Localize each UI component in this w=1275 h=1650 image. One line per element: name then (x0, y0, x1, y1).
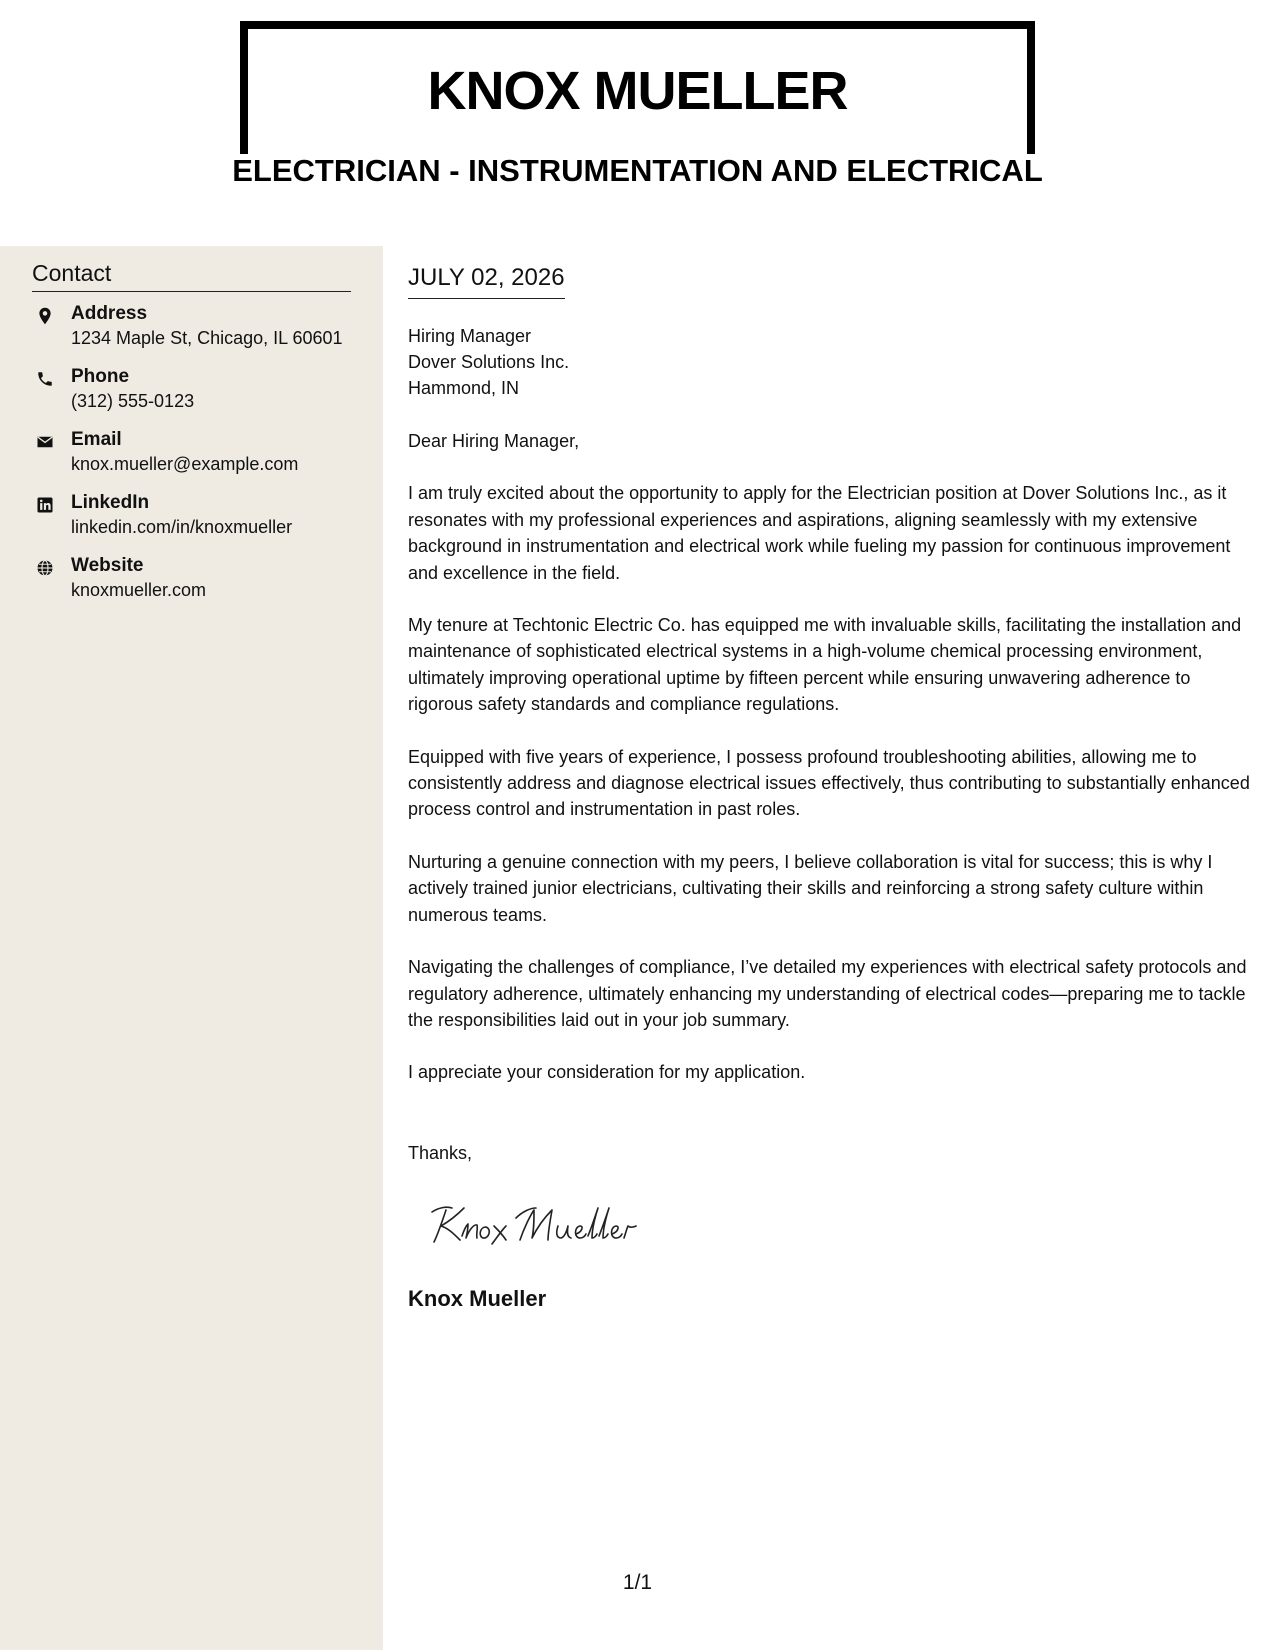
salutation: Dear Hiring Manager, (408, 431, 580, 451)
contact-label: Address (71, 303, 148, 324)
contact-label: Website (71, 555, 144, 576)
address-value: 1234 Maple St, Chicago, IL 60601 (71, 328, 343, 348)
recipient-line: Hiring Manager (408, 326, 532, 346)
letter-paragraph: Nurturing a genuine connection with my peers, I believe collaboration is vital for success; this is why I actively trained junior electricians, cultivating their skills and reinforcing a strong safety culture within numerous teams. (408, 851, 1213, 925)
closing: Thanks, (408, 1143, 473, 1163)
recipient-block (408, 323, 569, 401)
website-value[interactable]: knoxmueller.com (71, 580, 207, 600)
letter-paragraph: Navigating the challenges of compliance, I’ve detailed my experiences with electrical safety protocols and regulatory adherence, ultimately enhancing my understanding of electrical codes—preparing me to tackle the responsibilities laid out in your job summary. (408, 957, 1247, 1030)
contact-label: LinkedIn (71, 492, 150, 513)
recipient-line: Dover Solutions Inc. (408, 352, 570, 372)
linkedin-icon (36, 496, 54, 514)
globe-icon (36, 559, 54, 577)
recipient-line: Hammond, IN (408, 378, 520, 398)
phone-value: (312) 555-0123 (71, 391, 195, 411)
signer-name: Knox Mueller (408, 1286, 547, 1311)
letter-paragraph: I am truly excited about the opportunity to apply for the Electrician position at Dover Solutions Inc., as it resonates with my professional experiences and aspirations, aligning seamlessly with my extensive background in instrumentation and electrical work while fueling my passion for continuous improvement and excellence in the field. (408, 483, 1231, 583)
page-number: 1/1 (622, 1571, 653, 1594)
letter-date: JULY 02, 2026 (408, 264, 565, 299)
linkedin-value[interactable]: linkedin.com/in/knoxmueller (71, 517, 293, 537)
phone-icon (36, 370, 54, 388)
handwritten-signature (424, 1192, 654, 1252)
envelope-icon (36, 433, 54, 451)
job-title: ELECTRICIAN - INSTRUMENTATION AND ELECTRICAL (232, 153, 1043, 188)
location-pin-icon (36, 307, 54, 325)
email-value[interactable]: knox.mueller@example.com (71, 454, 299, 474)
letter-paragraph: My tenure at Techtonic Electric Co. has equipped me with invaluable skills, facilitating the installation and maintenance of sophisticated electrical systems in a high-volume chemical processing environment, ultimately improving operational uptime by fifteen percent while ensuring unwavering adherence to rigorous safety standards and compliance regulations. (408, 615, 1242, 715)
letter-paragraph: I appreciate your consideration for my application. (408, 1062, 806, 1083)
contact-label: Email (71, 429, 122, 450)
letter-body (408, 428, 1253, 1112)
contact-label: Phone (71, 366, 130, 387)
contact-heading: Contact (32, 260, 351, 292)
letter-paragraph: Equipped with five years of experience, I possess profound troubleshooting abilities, allowing me to consistently address and diagnose electrical issues effectively, thus contributing to substantially enhanced process control and instrumentation in past roles. (408, 746, 1250, 820)
applicant-name: KNOX MUELLER (427, 61, 848, 121)
